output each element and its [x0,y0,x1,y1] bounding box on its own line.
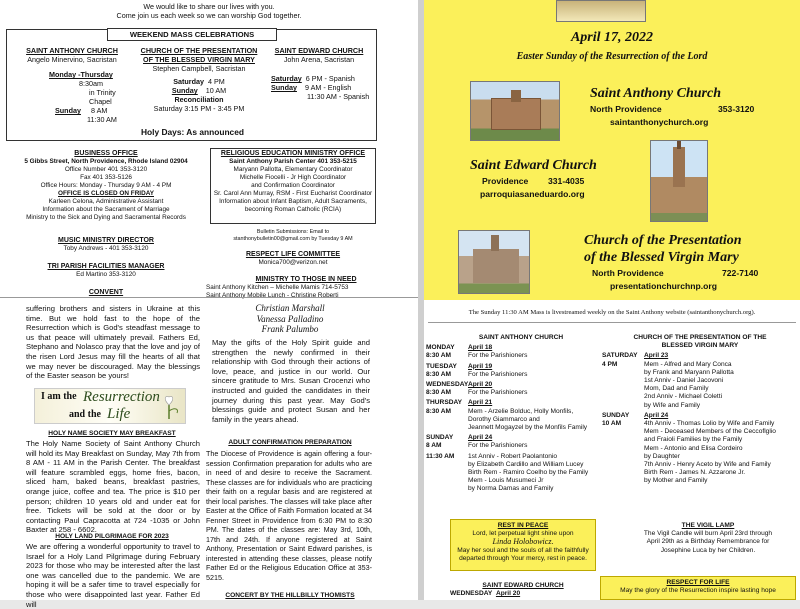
reconciliation-label: Reconciliation [174,95,224,104]
vigil-line-3: Josephine Luca by her Children. [660,546,756,554]
schedule-date: April 23 [644,352,669,360]
facilities-manager [6,263,206,279]
bulletin-date: April 17, 2022 [570,30,654,45]
presentation-sunday: Sunday [171,86,198,95]
schedule-day: TUESDAY [426,362,457,370]
respect-life-email: Monica700@verizon.net [258,259,328,266]
presentation-name-2: of the Blessed Virgin Mary [584,250,739,265]
religious-ed-line-1: Saint Anthony Parish Center 401 353-5215 [229,158,357,165]
presentation-mass-times [137,46,261,113]
religious-ed-line-4: and Confirmation Coordinator [251,182,335,189]
schedule-intention: Mem - Arzelie Bolduc, Holly Monfils, [468,407,574,415]
schedule-divider [428,322,796,323]
business-hours: Office Hours: Monday - Thursday 9 AM - 4 PM [40,182,172,189]
ministry-need-line-2: Saint Anthony Mobile Lunch - Christine Roberti [206,292,339,299]
st-edward-schedule [450,582,596,598]
intro-text [0,2,418,20]
business-office-title: BUSINESS OFFICE [74,150,138,157]
st-anthony-schedule-rows [426,344,602,493]
schedule-date: April 19 [468,362,493,370]
st-anthony-website: saintanthonychurch.org [610,117,709,127]
schedule-intention: For the Parishioners [468,370,528,378]
presentation-title-1: CHURCH OF THE PRESENTATION [140,46,258,55]
schedule-intention: 7th Anniv - Henry Aceto by Wife and Family [644,461,771,469]
st-edward-saturday: Saturday [271,74,302,83]
st-edward-sunday-time: 9 AM - English [304,83,352,92]
st-edward-sacristan: John Arena, Sacristan [283,55,355,64]
schedule-intention: For the Parishioners [468,389,528,397]
presentation-schedule [602,334,798,486]
schedule-date: April 20 [468,381,493,389]
st-anthony-title: SAINT ANTHONY CHURCH [26,46,118,55]
sunday-time-2: 11:30 AM [87,115,117,124]
schedule-intention: For the Parishioners [468,352,528,360]
respect-life-committee [210,251,376,267]
respect-for-life-title: RESPECT FOR LIFE [666,579,730,586]
rip-name: Linda Holobowicz. [492,537,554,547]
st-edward-website: parroquiasaneduardo.org [480,189,585,199]
schedule-intention: Mom, Dad and Family [644,385,709,393]
presentation-city: North Providence [592,268,664,278]
rest-in-peace-box [450,519,596,571]
confirmed-name-2: Vanessa Palladino [256,313,324,324]
st-edward-city: Providence [482,176,529,186]
presentation-schedule-title-1: CHURCH OF THE PRESENTATION OF THE [633,334,767,341]
religious-education-box [210,148,376,224]
religious-ed-title: RELIGIOUS EDUCATION MINISTRY OFFICE [220,150,366,157]
presentation-website: presentationchurchnp.org [610,281,717,291]
st-anthony-schedule-title: SAINT ANTHONY CHURCH [478,334,564,341]
schedule-entry [426,453,602,494]
schedule-intention: Jeannett Mogayzel by the Monfils Family [468,424,588,432]
vigil-line-2: April 29th as a Birthday Remembrance for [646,538,770,546]
st-edward-schedule-day: WEDNESDAY [450,590,493,598]
business-fax: Fax 401 353-5126 [80,174,132,181]
adult-confirmation-title: ADULT CONFIRMATION PREPARATION [228,439,352,446]
st-edward-sunday: Sunday [271,83,297,92]
schedule-time: 4 PM [602,360,618,368]
schedule-intention: by Norma Damas and Family [468,485,554,493]
confirmed-name-1: Christian Marshall [255,303,325,313]
adult-confirmation-text: The Diocese of Providence is again offering a four-session Confirmation preparation for adults who are in need of and desire to receive the Sacrament. These classes are for individuals who are practicing their faith on a regular basis and are registered at their local parishes. The classes will take place after Easter at the Office of Faith Formation located at 34 Fenner Street in Providence from 6:30 PM to 8:30 PM. The dates of the classes are: May 3rd, 10th, 17th and 24th. If anyone registered at Saint Anthony, Presentation or Saint Edward parishes, is interested in attending these classes, please notify Father Ed or the Religious Education Office at 353-5215. [206,449,372,582]
schedule-entry [426,344,602,360]
religious-ed-line-7: becoming Roman Catholic (RCIA) [244,206,342,213]
holy-name-text: The Holy Name Society of Saint Anthony Church will hold its May Breakfast on Sunday, May 7th from 8 AM - 11 AM in the Parish Center. The breakfast will feature scrambled eggs, home fries, bacon, sliced ham, baked beans, breakfast pastries, orange juice, coffee and tea. The price is $10 per person; children 10 years old and under eat for free. Tickets will be sold at the door or by contacting Paul Capracotta at 724 -1035 or John Baxter at 258 - 6602. [26,439,200,535]
schedule-intention: and Fraioli Families by the Family [644,436,743,444]
music-ministry [6,237,206,253]
sunday-label: Sunday [55,106,81,115]
st-edward-phone: 331-4035 [548,176,585,186]
presentation-saturday-time: 4 PM [207,77,225,86]
religious-ed-line-2: Maryann Pallotta, Elementary Coordinator [233,166,353,173]
schedule-intention: by Daughter [644,452,680,460]
religious-ed-line-6: Information about Infant Baptism, Adult Sacraments, [219,198,367,205]
weekday-location: in Trinity Chapel [89,88,116,106]
schedule-entry [602,412,798,486]
weekend-mass-title: WEEKEND MASS CELEBRATIONS [107,28,277,41]
schedule-time: 10 AM [602,420,622,428]
schedule-date: April 24 [644,411,669,419]
schedule-intention: Mem - Antonio and Elisa Cordeiro [644,444,743,452]
schedule-intention: Mem - Alfred and Mary Conca [644,360,732,368]
st-edward-name: Saint Edward Church [470,158,597,173]
intro-line-1: We would like to share our lives with you. [143,2,275,11]
music-contact: Toby Andrews - 401 353-3120 [63,245,149,252]
schedule-day: SUNDAY [602,411,630,419]
schedule-intention: by Elizabeth Cardillo and William Lucey [468,460,584,468]
st-edward-schedule-date: April 20 [495,590,521,598]
weekend-mass-box [6,29,377,141]
schedule-entry [426,363,602,379]
religious-ed-line-3: Michelle Fiocelli - Jr High Coordinator [239,174,347,181]
weekday-time: 8:30am [79,79,103,88]
pilgrimage-text: We are offering a wonderful opportunity to travel to Israel for a Holy Land Pilgrimage during February 2023 for those who may be interested after the last one was cancelled due to the pandemic. We are hoping it will be a safer time to travel especially for those who were disappointed last year. Father Ed will [26,542,200,609]
pilgrimage-title: HOLY LAND PILGRIMAGE FOR 2023 [55,533,169,540]
holy-days-note: Holy Days: As announced [140,127,244,137]
rip-line-2: May her soul and the souls of all the faithfully [457,546,589,554]
convent-title: CONVENT [88,289,124,296]
rip-line-1: Lord, let perpetual light shine upon [472,530,574,538]
schedule-intention: 1st Anniv - Robert Paolantonio [468,452,558,460]
concert-title: CONCERT BY THE HILLBILLY THOMISTS [225,592,355,599]
st-edward-sunday-time-2: 11:30 AM - Spanish [307,92,370,101]
schedule-entry [426,399,602,432]
schedule-entry [602,352,798,409]
business-office-section [6,150,206,222]
confirmation-blessing-text: May the gifts of the Holy Spirit guide and strengthen the newly confirmed in their relationship with God through their actions of love, peace, and justice in our world. Our sincere gratitude to Mrs. Susan Crocenzi who instructed and guided the candidates in their journey during this past year. May God's blessings guide and protect Susan and her family in the years ahead. [212,338,370,424]
office-closed-note: OFFICE IS CLOSED ON FRIDAY [58,190,154,197]
respect-life-title: RESPECT LIFE COMMITTEE [245,251,341,258]
tri-parish-contact: Ed Martino 353-3120 [76,271,136,278]
livestream-note: The Sunday 11:30 AM Mass is livestreamed weekly on the Saint Anthony website (saintanthonychurch.org). [468,309,756,316]
st-anthony-mass-times [9,46,135,124]
banner-text-4: Life [107,406,131,422]
schedule-intention: by Mother and Family [644,477,708,485]
banner-text-2: Resurrection [83,389,160,405]
schedule-intention: Mem - Louis Musumeci Jr [468,477,544,485]
st-edward-saturday-time: 6 PM - Spanish [305,74,355,83]
presentation-photo [458,230,530,294]
holy-name-title: HOLY NAME SOCIETY MAY BREAKFAST [48,430,176,437]
schedule-intention: 2nd Anniv - Michael Coletti [644,393,723,401]
right-bulletin-page [424,0,800,600]
presentation-saturday: Saturday [173,77,204,86]
bulletin-subtitle: Easter Sunday of the Resurrection of the Lord [516,51,708,62]
vigil-title: THE VIGIL LAMP [681,522,735,529]
schedule-day: MONDAY [426,344,455,352]
st-edward-photo [650,140,708,222]
intro-line-2: Come join us each week so we can worship God together. [116,11,302,20]
banner-text-3: and the [69,409,101,420]
religious-ed-line-5: Sr. Carol Ann Murray, RSM - First Eucharist Coordinator [213,190,373,197]
music-title: MUSIC MINISTRY DIRECTOR [58,237,154,244]
schedule-intention: Birth Rem - Ramiro Coelho by the Family [468,469,589,477]
banner-text-1: I am the [41,391,77,402]
schedule-date: April 24 [468,434,493,442]
respect-for-life-box [600,576,796,600]
easter-message-text: suffering brothers and sisters in Ukraine at this time. But we hold fast to the hope of the Resurrection which is God's steadfast message to us that peace will ultimately prevail. Fathers Ed, Stephano and Nolasco pray that the love and joy of the risen Lord Jesus may fill the hearts of all that we may never be discouraged. May the blessings of the Easter season be yours! [26,304,200,381]
reconciliation-time: Saturday 3:15 PM - 3:45 PM [153,104,245,113]
schedule-intention: by Wife and Family [644,401,701,409]
confirmed-names [206,297,374,339]
lily-icon [155,393,183,421]
st-anthony-sacristan: Angelo Minervino, Sacristan [27,55,117,64]
schedule-intention: Mem - Deceased Members of the Ceccoflglio [644,428,776,436]
rip-line-3: departed through Your mercy, rest in peace. [459,554,587,562]
confirmed-name-3: Frank Palumbo [261,324,319,334]
presentation-phone: 722-7140 [722,268,759,278]
schedule-day: WEDNESDAY [426,381,469,389]
convent-heading [6,289,206,297]
bulletin-line-1: Bulletin Submissions: Email to [256,229,330,235]
business-phone: Office Number 401 353-3120 [64,166,148,173]
schedule-intention: Dorothy Giammarco and [468,415,540,423]
schedule-date: April 18 [468,344,493,352]
vigil-line-1: The Vigil Candle will burn April 23rd through [643,530,773,538]
schedule-intention: 4th Anniv - Thomas Lolio by Wife and Family [644,420,775,428]
schedule-entry [426,434,602,450]
vigil-lamp-section [620,522,796,555]
ministry-need-line-1: Saint Anthony Kitchen – Michelle Mamis 714-5753 [206,284,349,291]
business-info-1: Information about the Sacrament of Marriage [42,206,170,213]
business-info-2: Ministry to the Sick and Dying and Sacramental Records [26,214,186,221]
st-edward-schedule-title: SAINT EDWARD CHURCH [482,582,564,589]
presentation-name-1: Church of the Presentation [584,233,742,248]
tri-parish-title: TRI PARISH FACILITIES MANAGER [47,263,165,270]
schedule-entry [426,381,602,397]
schedule-time: 8:30 AM [426,389,452,397]
schedule-intention: For the Parishioners [468,442,528,450]
rip-title: REST IN PEACE [497,522,549,529]
schedule-time: 8:30 AM [426,407,452,415]
sunday-time-1: 8 AM [90,106,108,115]
st-anthony-city: North Providence [590,104,662,114]
st-anthony-name: Saint Anthony Church [590,86,721,101]
st-anthony-schedule [426,334,602,494]
bulletin-submissions [210,229,376,243]
schedule-day: THURSDAY [426,399,463,407]
schedule-time: 11:30 AM [426,452,455,460]
business-admin: Karleen Celona, Administrative Assistant [48,198,164,205]
st-edward-title: SAINT EDWARD CHURCH [274,46,364,55]
weekday-label: Monday -Thursday [49,70,113,79]
presentation-sunday-time: 10 AM [205,86,227,95]
schedule-date: April 21 [468,399,493,407]
st-anthony-phone: 353-3120 [718,104,755,114]
schedule-time: 8:30 AM [426,352,452,360]
presentation-schedule-rows [602,352,798,485]
presentation-sacristan: Stephen Campbell, Sacristan [152,64,246,73]
business-address: 5 Gibbs Street, North Providence, Rhode Island 02904 [24,158,188,165]
st-anthony-photo [470,81,560,141]
schedule-intention: Birth Rem - James N. Azzarone Jr. [644,469,746,477]
resurrection-banner [34,388,186,424]
respect-for-life-line: May the glory of the Resurrection inspire lasting hope [620,587,776,595]
presentation-schedule-title-2: BLESSED VIRGIN MARY [661,342,739,350]
schedule-time: 8 AM [426,442,442,450]
schedule-day: SUNDAY [426,434,454,442]
st-edward-mass-times [263,46,375,101]
presentation-title-2: OF THE BLESSED VIRGIN MARY [143,55,255,64]
cover-photo [556,0,646,22]
schedule-time: 8:30 AM [426,370,452,378]
schedule-day: SATURDAY [602,352,638,360]
ministry-need-title: MINISTRY TO THOSE IN NEED [255,276,357,283]
schedule-intention: 1st Anniv - Daniel Jacovoni [644,377,724,385]
bulletin-line-2: stanthonybulletin00@gmail.com by Tuesday 9 AM [233,236,353,242]
schedule-intention: by Frank and Maryann Pallotta [644,368,734,376]
